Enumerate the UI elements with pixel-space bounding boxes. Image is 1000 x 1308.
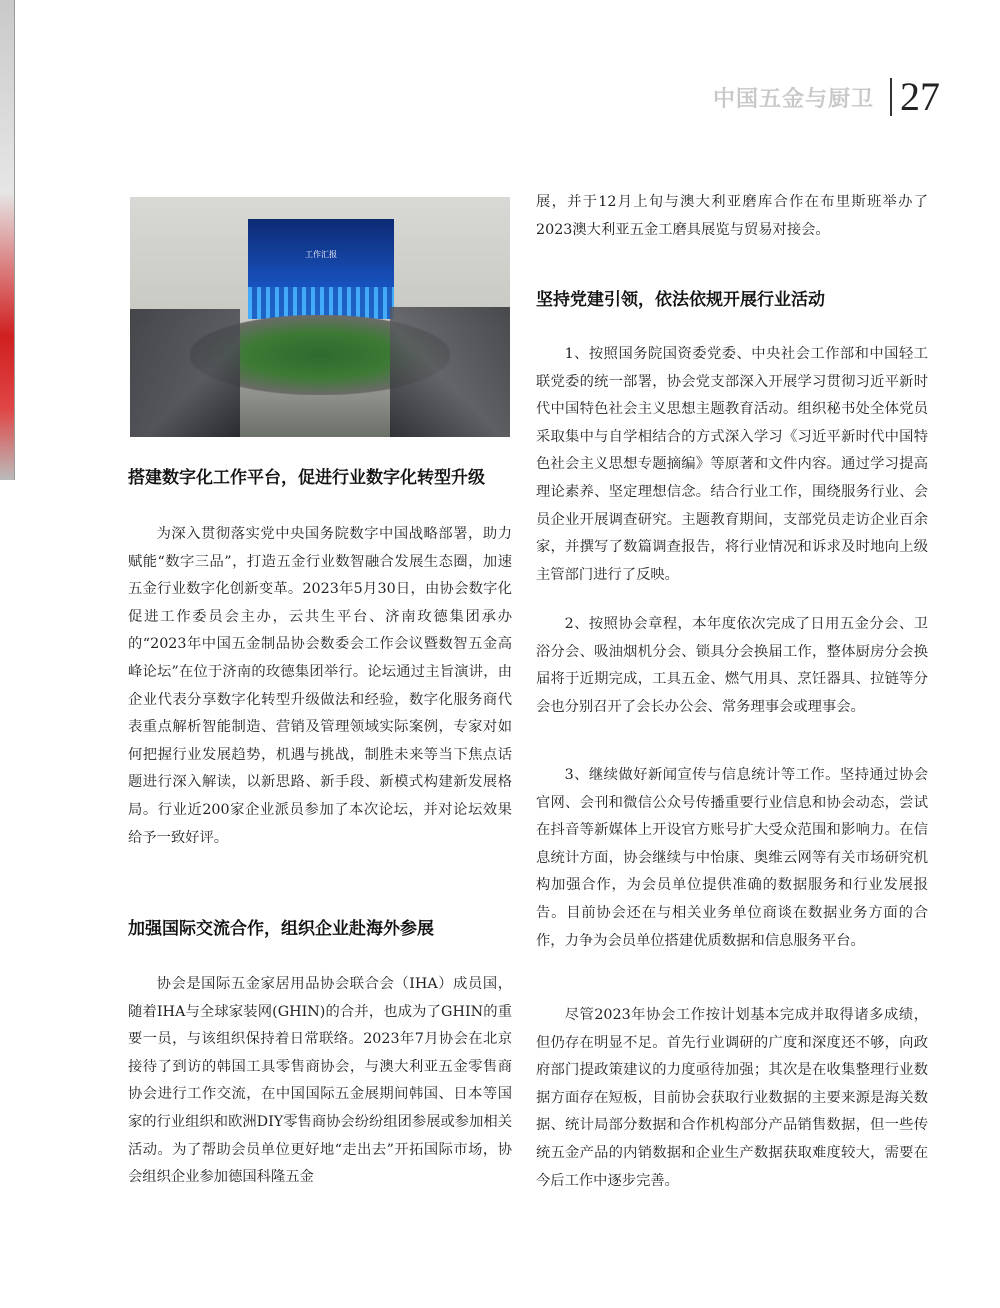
section-heading-international: 加强国际交流合作，组织企业赴海外参展	[128, 919, 434, 939]
section-heading-digital: 搭建数字化工作平台，促进行业数字化转型升级	[128, 468, 485, 488]
paragraph-international: 协会是国际五金家居用品协会联合会（IHA）成员国，随着IHA与全球家装网(GHIN)的合并，也成为了GHIN的重要一员，与该组织保持着日常联络。2023年7月协会在北京接待了到访的韩国工具零售商协会，与澳大利亚五金零售商协会进行工作交流，在中国国际五金展期间韩国、日本等国家的行业组织和欧洲DIY零售商协会纷纷组团参展或参加相关活动。为了帮助会员单位更好地“走出去”开拓国际市场，协会组织企业参加德国科隆五金	[128, 976, 512, 1186]
paragraph-summary: 尽管2023年协会工作按计划基本完成并取得诸多成绩，但仍存在明显不足。首先行业调研的广度和深度还不够，向政府部门提政策建议的力度亟待加强；其次是在收集整理行业数据方面存在短板，目前协会获取行业数据的主要来源是海关数据、统计局部分数据和合作机构部分产品销售数据，但一些传统五金产品的内销数据和企业生产数据获取难度较大，需要在今后工作中逐步完善。	[536, 1007, 928, 1189]
header-divider	[890, 78, 892, 116]
paragraph-party-3: 3、继续做好新闻宣传与信息统计等工作。坚持通过协会官网、会刊和微信公众号传播重要行业信息和协会动态，尝试在抖音等新媒体上开设官方账号扩大受众范围和影响力。在信息统计方面，协会继续与中怡康、奥维云网等有关市场研究机构加强合作，为会员单位提供准确的数据服务和行业发展报告。目前协会还在与相关业务单位商谈在数据业务方面的合作，力争为会员单位搭建优质数据和信息服务平台。	[536, 767, 928, 949]
paragraph-continued: 展，并于12月上旬与澳大利亚磨库合作在布里斯班举办了2023澳大利亚五金工磨具展览与贸易对接会。	[536, 194, 928, 238]
magazine-logo: 中国五金与厨卫	[712, 86, 874, 112]
screen-title: 工作汇报	[305, 250, 337, 259]
presentation-screen	[248, 219, 394, 319]
paragraph-party-2: 2、按照协会章程，本年度依次完成了日用五金分会、卫浴分会、吸油烟机分会、锁具分会换届工作，整体厨房分会换届将于近期完成，工具五金、燃气用具、烹饪器具、拉链等分会也分别召开了会长办公会、常务理事会或理事会。	[536, 616, 928, 715]
meeting-photo	[130, 197, 510, 437]
page-number: 27	[900, 74, 940, 119]
paragraph-digital-forum: 为深入贯彻落实党中央国务院数字中国战略部署，助力赋能“数字三品”，打造五金行业数智融合发展生态圈，加速五金行业数字化创新变革。2023年5月30日，由协会数字化促进工作委员会主办，云共生平台、济南玫德集团承办的“2023年中国五金制品协会数委会工作会议暨数智五金高峰论坛”在位于济南的玫德集团举行。论坛通过主旨演讲，由企业代表分享数字化转型升级做法和经验，数字化服务商代表重点解析智能制造、营销及管理领域实际案例，专家对如何把握行业发展趋势，机遇与挑战，制胜未来等当下焦点话题进行深入解读，以新思路、新手段、新模式构建新发展格局。行业近200家企业派员参加了本次论坛，并对论坛效果给予一致好评。	[128, 526, 512, 846]
attendees-right	[390, 307, 510, 437]
page-header	[713, 74, 940, 120]
page-fold-line	[14, 0, 15, 480]
paragraph-party-1: 1、按照国务院国资委党委、中央社会工作部和中国轻工联党委的统一部署，协会党支部深入开展学习贯彻习近平新时代中国特色社会主义思想主题教育活动。组织秘书处全体党员采取集中与自学相结合的方式深入学习《习近平新时代中国特色社会主义思想专题摘编》等原著和文件内容。通过学习提高理论素养、坚定理想信念。结合行业工作，围绕服务行业、会员企业开展调查研究。主题教育期间，支部党员走访企业百余家，并撰写了数篇调查报告，将行业情况和诉求及时地向上级主管部门进行了反映。	[536, 346, 928, 583]
adjacent-page-edge	[0, 0, 14, 480]
attendees-left	[130, 309, 240, 437]
section-heading-party: 坚持党建引领，依法依规开展行业活动	[536, 290, 825, 310]
